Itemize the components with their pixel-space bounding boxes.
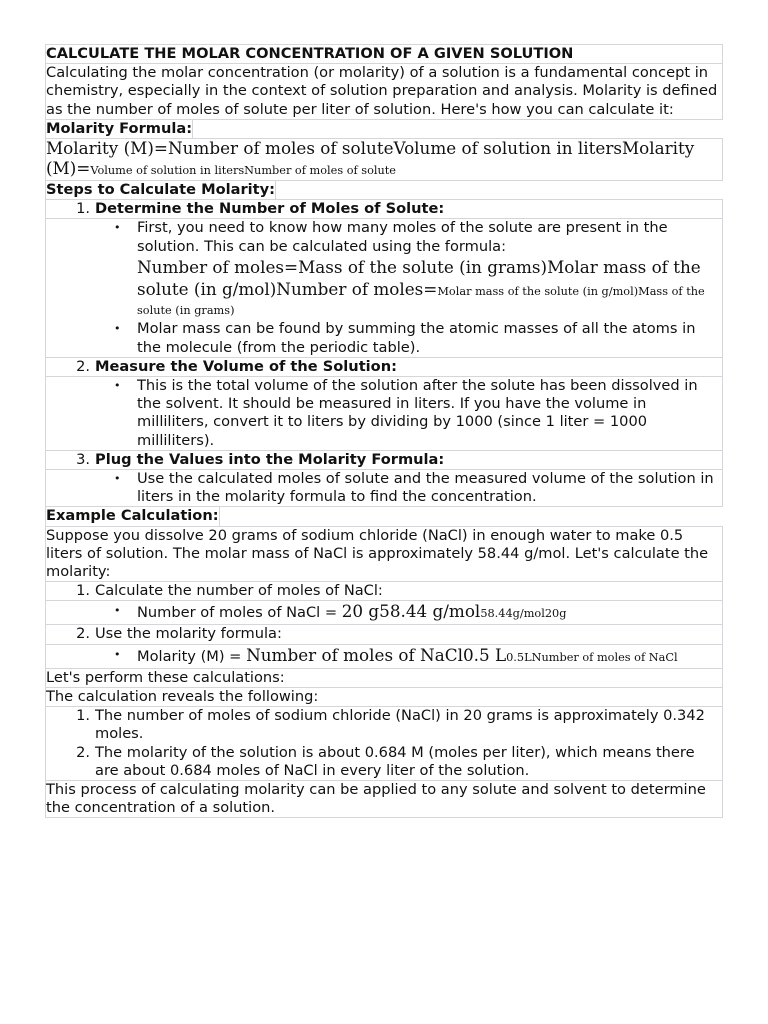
step-bullet-list xyxy=(45,376,723,451)
list-item xyxy=(62,744,722,780)
bullet-prefix: Molarity (M) = xyxy=(137,647,247,665)
bullet-text: This is the total volume of the solution after the solute has been dissolved in the solvent. It should be measured in liters. If you have the volume in milliliters, convert it to liters by dividing by 1000 (since 1 liter = 1000 milliliters). xyxy=(137,377,698,449)
document xyxy=(45,45,723,818)
example-step xyxy=(45,624,723,644)
result-number: 1. xyxy=(76,707,90,725)
list-item xyxy=(108,377,722,450)
step-title: Measure the Volume of the Solution: xyxy=(95,357,397,375)
result-number: 2. xyxy=(76,743,90,761)
list-item xyxy=(108,320,722,356)
example-heading: Example Calculation: xyxy=(45,506,220,526)
conclusion-paragraph: This process of calculating molarity can be applied to any solute and solvent to determine the concentration of a solution. xyxy=(45,780,723,818)
list-item xyxy=(108,601,722,624)
bullet-icon: • xyxy=(114,472,121,486)
perform-text: Let's perform these calculations: xyxy=(45,668,723,688)
step-text: Calculate the number of moles of NaCl: xyxy=(95,582,383,600)
moles-calculation: 20 g58.44 g/mol xyxy=(341,601,481,622)
step-item xyxy=(45,357,723,377)
result-text: The number of moles of sodium chloride (NaCl) in 20 grams is approximately 0.342 moles. xyxy=(95,707,705,743)
step-item xyxy=(45,450,723,470)
molarity-calculation: Number of moles of NaCl0.5 L xyxy=(246,644,507,665)
step-number: 2. xyxy=(76,357,90,375)
formula-heading: Molarity Formula: xyxy=(45,119,193,139)
result-text: The molarity of the solution is about 0.684 M (moles per liter), which means there are about 0.684 moles of NaCl in every liter of the solution. xyxy=(95,743,695,779)
moles-formula-fraction: Molar mass of the solute (in g/mol)Mass of the solute (in grams) xyxy=(137,285,705,318)
bullet-text: Use the calculated moles of solute and the measured volume of the solution in liters in the molarity formula to find the concentration. xyxy=(137,470,714,506)
step-title: Plug the Values into the Molarity Formula: xyxy=(95,450,445,468)
step-title: Determine the Number of Moles of Solute: xyxy=(95,200,445,218)
bullet-icon: • xyxy=(114,221,121,235)
results-list xyxy=(45,706,723,781)
step-number: 3. xyxy=(76,450,90,468)
step-number: 2. xyxy=(76,625,90,643)
step-number: 1. xyxy=(76,582,90,600)
molarity-calculation-fraction: 0.5LNumber of moles of NaCl xyxy=(506,650,678,664)
molarity-formula xyxy=(45,138,723,181)
bullet-icon: • xyxy=(114,604,121,618)
step-bullet-list xyxy=(45,469,723,507)
page-title: CALCULATE THE MOLAR CONCENTRATION OF A GIVEN SOLUTION xyxy=(45,44,723,64)
list-item xyxy=(62,707,722,743)
bullet-icon: • xyxy=(114,647,121,661)
step-text: Use the molarity formula: xyxy=(95,625,282,643)
example-bullet-list xyxy=(45,644,723,669)
steps-heading: Steps to Calculate Molarity: xyxy=(45,180,276,200)
bullet-icon: • xyxy=(114,379,121,393)
bullet-prefix: Number of moles of NaCl = xyxy=(137,604,342,622)
moles-calculation-fraction: 58.44g/mol20g xyxy=(480,607,567,621)
bullet-text: Molar mass can be found by summing the atomic masses of all the atoms in the molecule (from the periodic table). xyxy=(137,320,696,356)
bullet-icon: • xyxy=(114,322,121,336)
step-number: 1. xyxy=(76,200,90,218)
step-item xyxy=(45,199,723,219)
moles-formula: Number of moles=Mass of the solute (in grams)Molar mass of the solute (in g/mol)Number of moles= xyxy=(137,256,701,300)
list-item xyxy=(108,219,722,320)
bullet-text: First, you need to know how many moles of the solute are present in the solution. This can be calculated using the formula: xyxy=(137,219,668,255)
list-item xyxy=(108,470,722,506)
reveals-text: The calculation reveals the following: xyxy=(45,687,723,707)
example-step xyxy=(45,581,723,601)
list-item xyxy=(108,645,722,668)
intro-paragraph: Calculating the molar concentration (or molarity) of a solution is a fundamental concept in chemistry, especially in the context of solution preparation and analysis. Molarity is defined as the number of moles of solute per liter of solution. Here's how you can calculate it: xyxy=(45,63,723,120)
formula-main: Molarity (M)=Number of moles of soluteVolume of solution in litersMolarity (M)= xyxy=(46,138,695,179)
example-paragraph: Suppose you dissolve 20 grams of sodium chloride (NaCl) in enough water to make 0.5 liters of solution. The molar mass of NaCl is approximately 58.44 g/mol. Let's calculate the molarity: xyxy=(45,526,723,583)
formula-fraction: Volume of solution in litersNumber of moles of solute xyxy=(90,164,396,178)
step-bullet-list xyxy=(45,218,723,357)
example-bullet-list xyxy=(45,600,723,625)
